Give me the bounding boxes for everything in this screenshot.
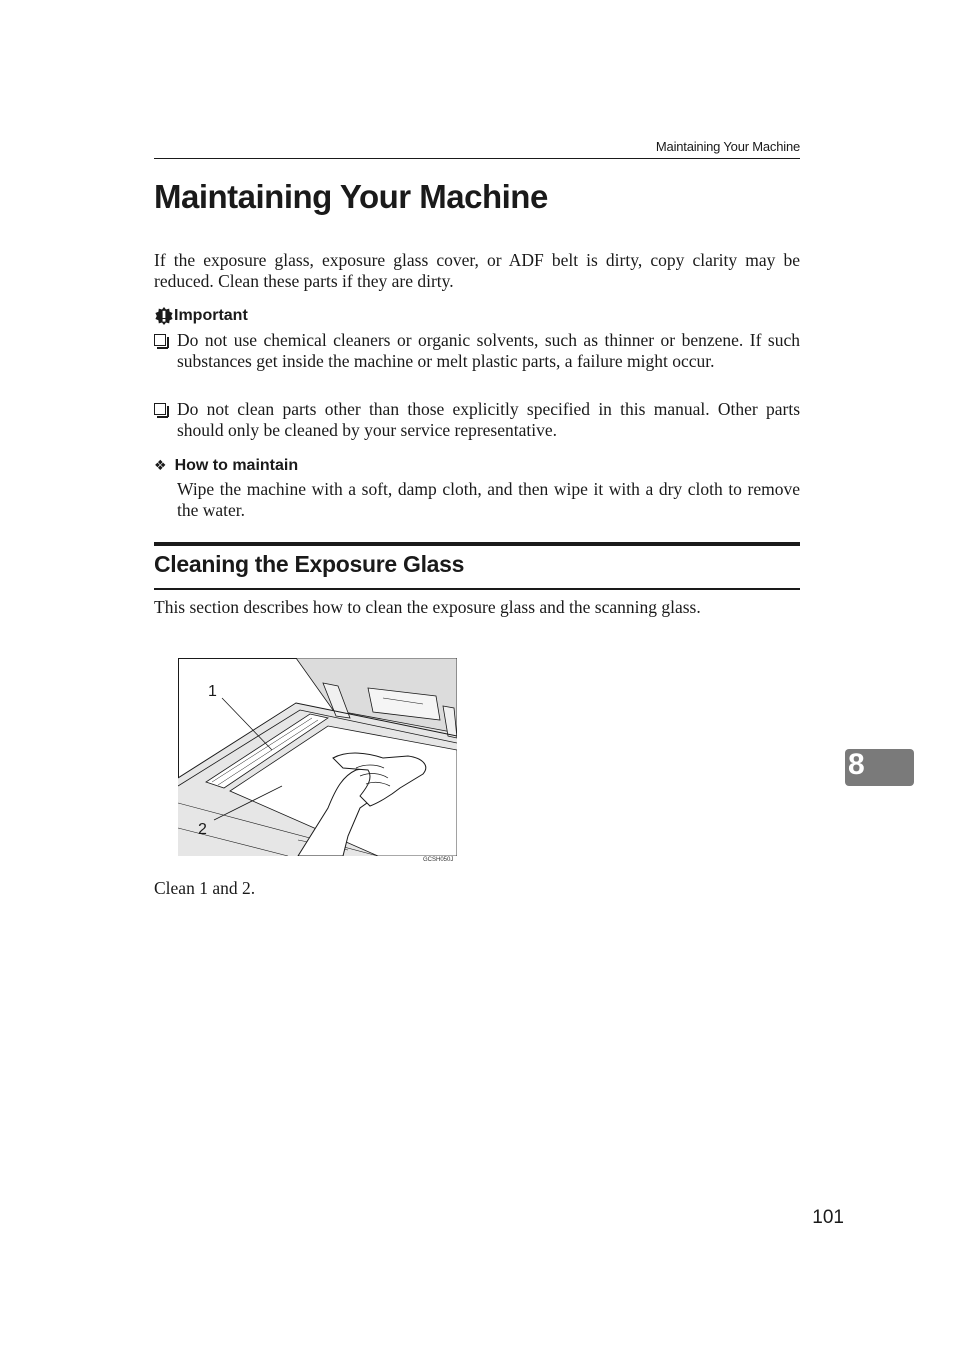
running-header: Maintaining Your Machine <box>655 139 800 154</box>
how-to-maintain-heading <box>154 457 298 475</box>
page-number: 101 <box>812 1207 844 1228</box>
checkbox-bullet-icon <box>154 403 166 415</box>
chapter-tab <box>845 749 914 786</box>
exposure-glass-illustration <box>178 658 457 856</box>
section-rule-top <box>154 542 800 546</box>
figure-caption: Clean 1 and 2. <box>154 878 256 898</box>
important-heading <box>154 306 248 326</box>
diamond-bullet-icon: ❖ <box>154 458 167 474</box>
intro-paragraph: If the exposure glass, exposure glass cover, or ADF belt is dirty, copy clarity may be reduced. Clean these parts if they are dirty. <box>154 250 800 291</box>
chapter-number: 8 <box>848 748 865 781</box>
header-rule <box>154 158 800 159</box>
important-item-text: Do not use chemical cleaners or organic solvents, such as thinner or benzene. If such substances get inside the machine or melt plastic parts, a failure might occur. <box>177 330 800 371</box>
callout-1: 1 <box>208 683 217 700</box>
checkbox-bullet-icon <box>154 334 166 346</box>
callout-2: 2 <box>198 821 207 838</box>
important-icon <box>154 306 174 326</box>
section-intro: This section describes how to clean the exposure glass and the scanning glass. <box>154 597 701 617</box>
important-item-text: Do not clean parts other than those explicitly specified in this manual. Other parts should only be cleaned by your service representative. <box>177 399 800 440</box>
how-to-maintain-label: How to maintain <box>174 457 299 474</box>
page-title: Maintaining Your Machine <box>154 178 548 215</box>
how-to-maintain-text: Wipe the machine with a soft, damp cloth, and then wipe it with a dry cloth to remove the water. <box>177 479 800 520</box>
section-title: Cleaning the Exposure Glass <box>154 551 465 577</box>
important-item <box>154 399 800 441</box>
important-label: Important <box>174 307 248 324</box>
section-rule-bottom <box>154 588 800 590</box>
important-item <box>154 330 800 372</box>
figure-code: GCSH050J <box>423 857 454 863</box>
